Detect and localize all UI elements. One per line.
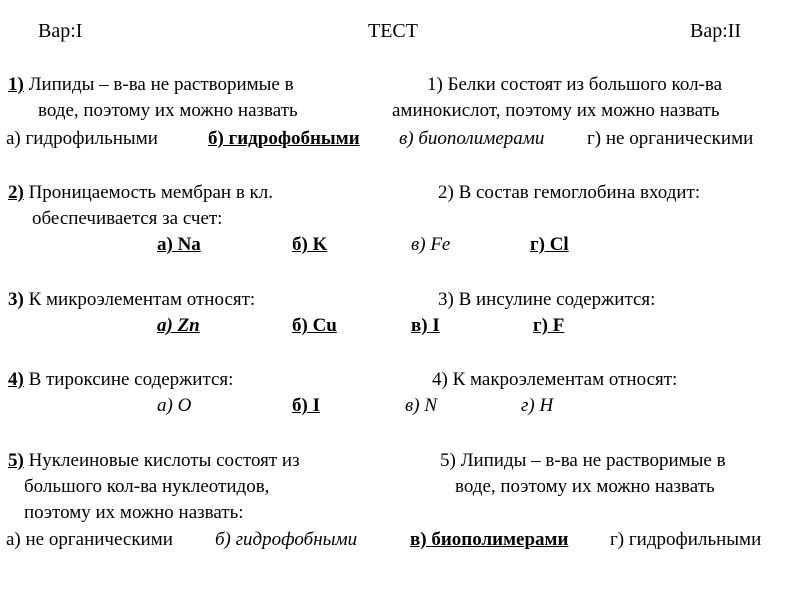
q4-option-d: г) H [521, 395, 554, 416]
q2-option-c: в) Fe [411, 234, 451, 255]
q3-option-d: г) F [533, 315, 565, 336]
q5-right-line1: 5) Липиды – в-ва не растворимые в [440, 450, 726, 471]
q1-left-line2: воде, поэтому их можно назвать [38, 100, 298, 121]
q1-option-c: в) биополимерами [399, 128, 545, 149]
q3-right-line1: 3) В инсулине содержится: [438, 289, 656, 310]
q5-left-line3: поэтому их можно назвать: [24, 502, 244, 523]
q5-left-text: Нуклеиновые кислоты состоят из [23, 450, 300, 471]
test-title: ТЕСТ [368, 20, 418, 42]
q2-left-text: Проницаемость мембран в кл. [23, 182, 273, 203]
q1-option-d: г) не органическими [587, 128, 754, 149]
q3-option-b: б) Cu [292, 315, 337, 336]
q4-option-b: б) I [292, 395, 320, 416]
q4-left-number: 4) [8, 369, 24, 390]
q4-left-text: В тироксине содержится: [23, 369, 234, 390]
q5-option-c: в) биополимерами [410, 529, 569, 550]
q4-right-line1: 4) К макроэлементам относят: [432, 369, 678, 390]
q2-left-line2: обеспечивается за счет: [32, 208, 223, 229]
q2-left-line1 [8, 182, 273, 204]
q5-right-line2: воде, поэтому их можно назвать [455, 476, 715, 497]
q3-option-a: а) Zn [157, 315, 200, 336]
q1-option-a: а) гидрофильными [6, 128, 158, 149]
q5-option-a: а) не органическими [6, 529, 173, 550]
q5-left-number: 5) [8, 450, 24, 471]
q2-option-d: г) Cl [530, 234, 569, 255]
q1-left-text: Липиды – в-ва не растворимые в [23, 74, 294, 95]
variant-1-label: Вар:I [38, 20, 83, 42]
q1-right-line2: аминокислот, поэтому их можно назвать [392, 100, 720, 121]
q3-left-line1 [8, 289, 255, 311]
q1-left-line1 [8, 74, 294, 96]
q1-option-b: б) гидрофобными [208, 128, 360, 149]
q2-right-line1: 2) В состав гемоглобина входит: [438, 182, 701, 203]
q4-left-line1 [8, 369, 233, 391]
q2-option-a: а) Na [157, 234, 201, 255]
q4-option-a: а) O [157, 395, 192, 416]
q1-right-line1: 1) Белки состоят из большого кол-ва [427, 74, 723, 95]
variant-2-label: Вар:II [690, 20, 742, 42]
q5-option-d: г) гидрофильными [610, 529, 762, 550]
q3-left-text: К микроэлементам относят: [23, 289, 256, 310]
q5-left-line1 [8, 450, 300, 472]
q1-left-number: 1) [8, 74, 24, 95]
q2-left-number: 2) [8, 182, 24, 203]
q3-option-c: в) I [411, 315, 440, 336]
q3-left-number: 3) [8, 289, 24, 310]
q5-left-line2: большого кол-ва нуклеотидов, [24, 476, 270, 497]
q5-option-b: б) гидрофобными [215, 529, 358, 550]
q2-option-b: б) K [292, 234, 328, 255]
q4-option-c: в) N [405, 395, 437, 416]
